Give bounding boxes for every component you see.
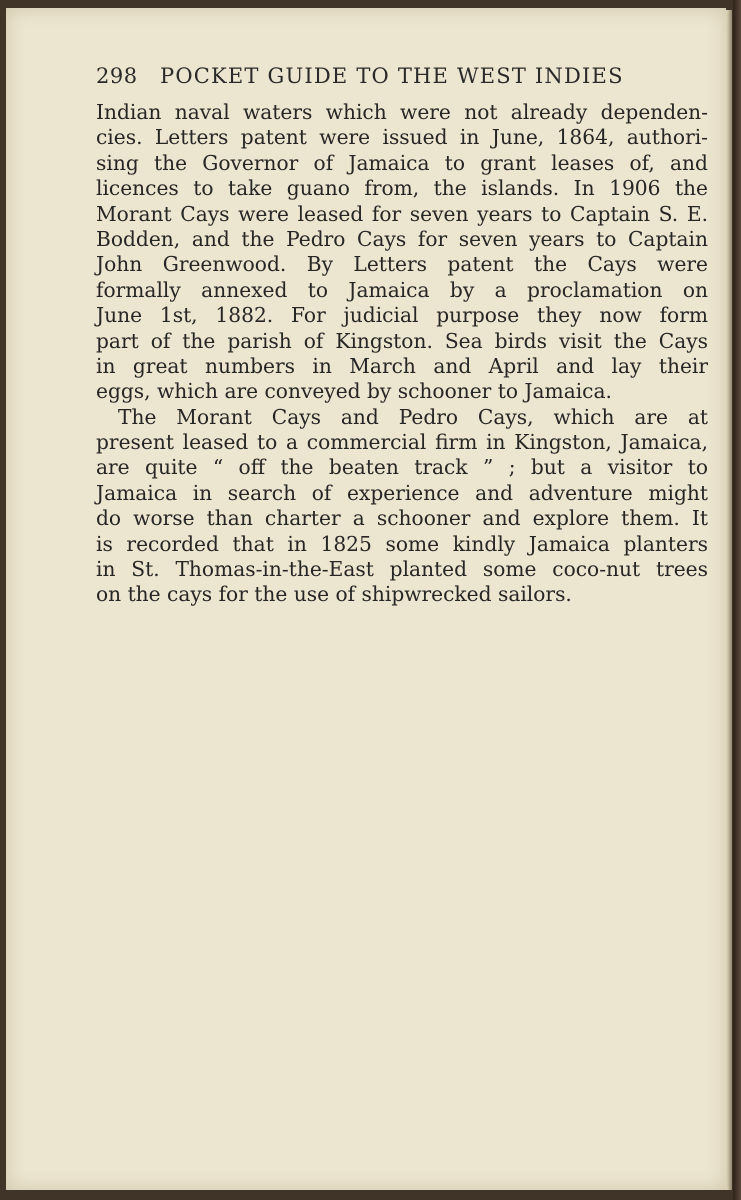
text-line: sing the Governor of Jamaica to grant leases of, and — [96, 150, 708, 175]
page-header — [96, 64, 712, 92]
text-line: is recorded that in 1825 some kindly Jamaica planters — [96, 531, 708, 556]
book-spine-edge — [733, 0, 741, 1200]
text-line: Morant Cays were leased for seven years to Captain S. E. — [96, 201, 708, 226]
text-line: in St. Thomas-in-the-East planted some coco-nut trees — [96, 557, 708, 582]
text-line: John Greenwood. By Letters patent the Cays were — [96, 252, 708, 277]
text-line: eggs, which are conveyed by schooner to Jamaica. — [96, 379, 612, 404]
text-line: June 1st, 1882. For judicial purpose they now form — [96, 303, 708, 328]
page-number: 298 — [96, 64, 138, 88]
text-line: part of the parish of Kingston. Sea birds visit the Cays — [96, 328, 708, 353]
running-title: POCKET GUIDE TO THE WEST INDIES — [160, 64, 624, 88]
paragraph-2 — [96, 405, 708, 608]
text-line: are quite “ off the beaten track ” ; but a visitor to — [96, 455, 708, 480]
text-line: Bodden, and the Pedro Cays for seven years to Captain — [96, 226, 708, 251]
text-line: in great numbers in March and April and lay their — [96, 353, 708, 378]
text-line: Jamaica in search of experience and adventure might — [96, 480, 708, 505]
text-line: on the cays for the use of shipwrecked sailors. — [96, 582, 572, 607]
text-line: do worse than charter a schooner and explore them. It — [96, 506, 708, 531]
text-line: Indian naval waters which were not already dependen- — [96, 100, 708, 124]
text-line: licences to take guano from, the islands. In 1906 the — [96, 176, 708, 201]
text-line: present leased to a commercial firm in Kingston, Jamaica, — [96, 430, 708, 455]
body-text — [96, 100, 708, 608]
text-line: formally annexed to Jamaica by a proclamation on — [96, 277, 708, 302]
text-line: cies. Letters patent were issued in June, 1864, authori- — [96, 125, 708, 150]
text-line: The Morant Cays and Pedro Cays, which are at — [118, 404, 708, 429]
paragraph-1 — [96, 100, 708, 405]
